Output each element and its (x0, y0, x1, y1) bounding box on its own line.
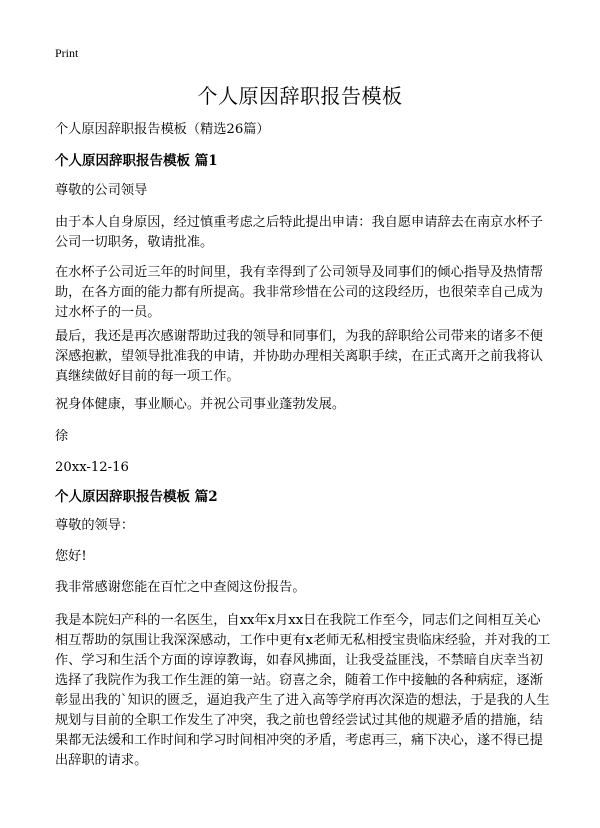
paragraph: 由于本人自身原因，经过慎重考虑之后特此提出申请：我自愿申请辞去在南京水杯子公司一切职务，敬请批准。 (55, 215, 543, 250)
paragraph: 我非常感谢您能在百忙之中查阅这份报告。 (55, 580, 306, 595)
print-link[interactable]: Print (55, 46, 79, 60)
salutation-2: 尊敬的领导： (55, 518, 135, 533)
document-subtitle: 个人原因辞职报告模板（精选26篇） (55, 122, 270, 137)
salutation-1: 尊敬的公司领导 (55, 183, 148, 198)
paragraph: 我是本院妇产科的一名医生，自xx年x月xx日在我院工作至今，同志们之间相互关心相互帮助的氛围让我深深感动，工作中更有x老师无私相授宝贵临床经验，并对我的工作、学习和生活个方面的谆谆教诲，如春风拂面，让我受益匪浅，不禁暗自庆幸当初选择了我院作为我工作生涯的第一站。窃喜之余，随着工作中接触的各种病症，逐渐彰显出我的`知识的匮乏，逼迫我产生了进入高等学府再次深造的想法，于是我的人生规划与目前的全职工作发生了冲突，我之前也曾经尝试过其他的规避矛盾的措施，结果都无法缓和工作时间和学习时间相冲突的矛盾，考虑再三，痛下决心，遂不得已提出辞职的请求。 (55, 613, 551, 768)
paragraph: 在水杯子公司近三年的时间里，我有幸得到了公司领导及同事们的倾心指导及热情帮助，在各方面的能力都有所提高。我非常珍惜在公司的这段经历，也很荣幸自己成为过水杯子的一员。 (55, 265, 543, 320)
signature: 徐 (55, 429, 69, 444)
greeting: 您好! (55, 549, 87, 564)
section-heading-2: 个人原因辞职报告模板 篇2 (55, 489, 218, 505)
paragraph: 最后，我还是再次感谢帮助过我的领导和同事们，为我的辞职给公司带来的诸多不便深感抱歉，望领导批准我的申请，并协助办理相关离职手续，在正式离开之前我将认真继续做好目前的每一项工作。 (55, 329, 543, 384)
document-title: 个人原因辞职报告模板 (197, 84, 403, 108)
section-heading-1: 个人原因辞职报告模板 篇1 (55, 153, 218, 169)
paragraph: 祝身体健康，事业顺心。并祝公司事业蓬勃发展。 (55, 397, 346, 412)
date: 20xx-12-16 (55, 460, 129, 475)
